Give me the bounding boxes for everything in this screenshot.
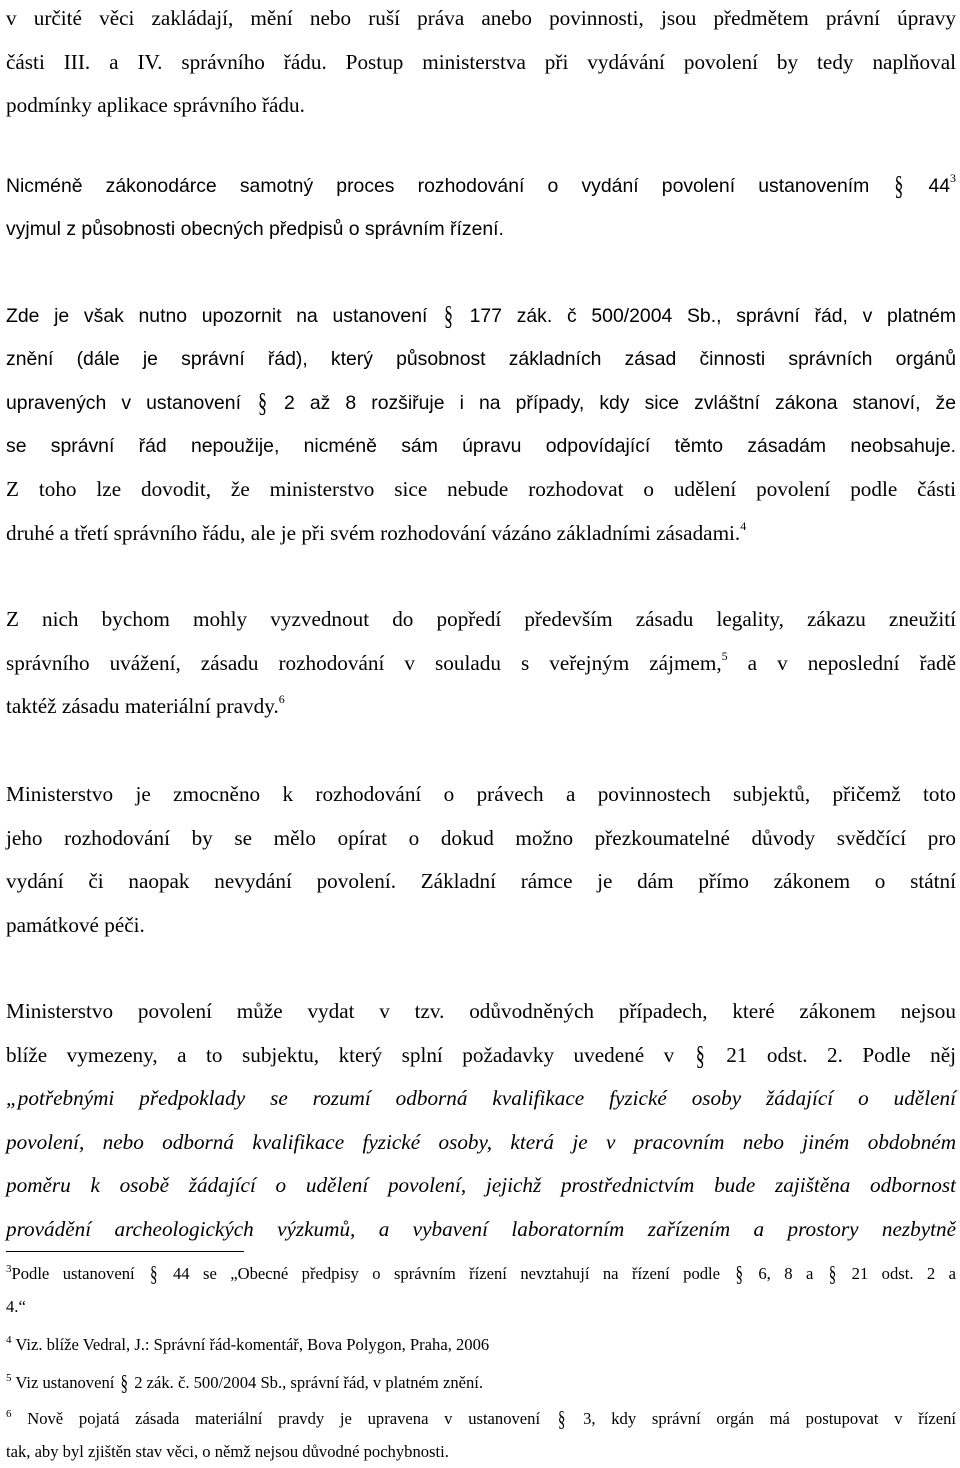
paragraph-3: [6, 294, 956, 556]
footnote-6: [6, 1402, 956, 1468]
section-sign: §: [735, 1262, 743, 1287]
text-line: 4.“: [6, 1297, 26, 1316]
text-line: podmínky aplikace správního řádu.: [6, 93, 305, 118]
text-line: jeho rozhodování by se mělo opírat o dokud možno přezkoumatelné důvody svědčící pro: [6, 825, 956, 850]
footnote-ref: 6: [278, 692, 285, 707]
text-line: [6, 164, 956, 208]
text-run: 6, 8 a: [758, 1264, 814, 1283]
text-line: Ministerstvo povolení může vydat v tzv. odůvodněných případech, které zákonem nejsou: [6, 999, 956, 1023]
text-run: 177 zák. č 500/2004 Sb.: [469, 305, 717, 327]
section-sign: §: [557, 1407, 566, 1432]
text-line: [6, 381, 956, 425]
text-line: [6, 1034, 956, 1078]
text-run: upravených v ustanovení: [6, 392, 241, 415]
text-line: Z nich bychom mohly vyzvednout do popředí především zásadu legality, zákazu zneužití: [6, 607, 956, 631]
text-run: správního uvážení, zásadu rozhodování v souladu s veřejným zájmem,: [6, 650, 722, 675]
footnote-4: [6, 1328, 956, 1361]
footnote-number: 3: [6, 1263, 12, 1275]
text-line: vydání či naopak nevydání povolení. Základní rámce je dám přímo zákonem o státní: [6, 869, 956, 894]
text-line: [6, 512, 956, 556]
section-sign: §: [120, 1371, 129, 1396]
section-sign: §: [444, 300, 454, 331]
text-line: památkové péči.: [6, 912, 145, 937]
text-run: taktéž zásadu materiální pravdy.: [6, 694, 279, 719]
text-run: , správní řád, v platném: [716, 305, 957, 327]
paragraph-1: [6, 0, 956, 128]
text-line: v určité věci zakládají, mění nebo ruší práva anebo povinnosti, jsou předmětem právní úpravy: [6, 6, 956, 30]
footnote-separator: [6, 1251, 244, 1252]
text-run: 2 až 8 rozšiřuje i na případy, kdy sice zvláštní zákona stanoví, že: [283, 392, 957, 415]
quote-line: povolení, nebo odborná kvalifikace fyzické osoby, která je v pracovním nebo jiném obdobném: [6, 1129, 956, 1154]
quote-line: „potřebnými předpoklady se rozumí odborná kvalifikace fyzické osoby žádající o udělení: [6, 1086, 956, 1111]
paragraph-6: [6, 990, 956, 1252]
text-run: druhé a třetí správního řádu, ale je při svém rozhodování vázáno základními zásadami.: [6, 520, 741, 545]
text-run: Podle ustanovení: [11, 1264, 135, 1283]
text-run: 44: [928, 175, 951, 197]
text-line: Ministerstvo je zmocněno k rozhodování o právech a povinnostech subjektů, přičemž toto: [6, 782, 956, 806]
text-line: [6, 1402, 956, 1435]
quote-line: provádění archeologických výzkumů, a vybavení laboratorním zařízením a prostory nezbytně: [6, 1216, 956, 1241]
footnote-5: [6, 1366, 956, 1399]
section-sign: §: [150, 1262, 158, 1287]
text-run: 2 zák. č. 500/2004 Sb., správní řád, v platném znění.: [134, 1373, 484, 1392]
text-line: [6, 294, 956, 338]
text-line: vyjmul z působnosti obecných předpisů o správním řízení.: [6, 217, 504, 240]
footnote-number: 6: [6, 1408, 12, 1420]
paragraph-4: [6, 598, 956, 729]
text-line: [6, 1257, 956, 1290]
section-sign: §: [695, 1040, 705, 1071]
text-run: 3, kdy správní orgán má postupovat v řízení: [583, 1409, 956, 1428]
footnote-number: 5: [6, 1372, 12, 1384]
text-run: Nově pojatá zásada materiální pravdy je upravena v ustanovení: [27, 1409, 541, 1428]
footnote-ref: 4: [740, 518, 747, 533]
text-run: a v neposlední řadě: [747, 650, 956, 675]
text-line: se správní řád nepoužije, nicméně sám úpravu odpovídající těmto zásadám neobsahuje.: [6, 434, 956, 457]
text-run: blíže vymezeny, a to subjektu, který splní požadavky uvedené v: [6, 1042, 675, 1067]
text-run: 21 odst. 2 a: [851, 1264, 956, 1283]
text-line: [6, 1328, 956, 1361]
text-run: Nicméně zákonodárce samotný proces rozhodování o vydání povolení ustanovením: [6, 175, 870, 197]
text-line: části III. a IV. správního řádu. Postup ministerstva při vydávání povolení by tedy naplňoval: [6, 49, 956, 74]
footnote-3: [6, 1257, 956, 1323]
paragraph-2: [6, 164, 956, 251]
paragraph-5: [6, 773, 956, 947]
text-run: 21 odst. 2. Podle něj: [726, 1042, 957, 1067]
section-sign: §: [894, 170, 904, 201]
section-sign: §: [828, 1262, 837, 1287]
quote-line: poměru k osobě žádající o udělení povolení, jejichž prostřednictvím bude zajištěna odbornost: [6, 1173, 956, 1198]
text-run: Zde je však nutno upozornit na ustanovení: [6, 305, 428, 327]
section-sign: §: [257, 387, 267, 418]
text-line: [6, 1366, 956, 1399]
text-line: Z toho lze dovodit, že ministerstvo sice nebude rozhodovat o udělení povolení podle části: [6, 477, 956, 502]
text-line: [6, 685, 956, 729]
text-line: tak, aby byl zjištěn stav věci, o němž nejsou důvodné pochybnosti.: [6, 1442, 449, 1461]
text-run: Viz. blíže Vedral, J.: Správní řád-komentář, Bova Polygon, Praha, 2006: [15, 1335, 490, 1354]
footnote-number: 4: [6, 1334, 12, 1346]
footnote-ref: 3: [950, 171, 957, 185]
text-line: znění (dále je správní řád), který působnost základních zásad činnosti správních orgánů: [6, 347, 956, 370]
text-line: [6, 642, 956, 686]
footnote-ref: 5: [721, 648, 728, 663]
text-run: 44 se „Obecné předpisy o správním řízení nevztahují na řízení podle: [172, 1264, 721, 1283]
text-run: Viz ustanovení: [15, 1373, 115, 1392]
